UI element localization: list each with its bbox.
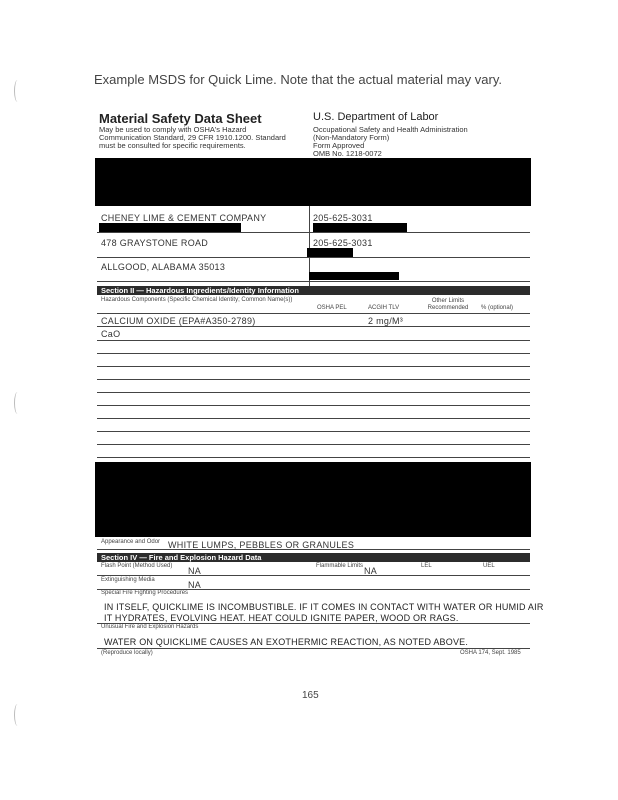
header-note-line: must be consulted for specific requirements. <box>99 141 246 150</box>
form-line <box>97 457 530 458</box>
special-procedures-label: Special Fire Fighting Procedures <box>101 590 189 596</box>
lel-label: LEL <box>421 563 432 569</box>
form-line <box>97 379 530 380</box>
component-limit: 2 mg/M³ <box>368 316 404 326</box>
form-line <box>97 575 530 576</box>
manufacturer-address: 478 GRAYSTONE ROAD <box>101 238 209 248</box>
unusual-hazards-text: WATER ON QUICKLIME CAUSES AN EXOTHERMIC REACTION, AS NOTED ABOVE. <box>104 637 469 647</box>
section-4-heading: Section IV — Fire and Explosion Hazard Data <box>97 553 530 562</box>
footer-form-number: OSHA 174, Sept. 1985 <box>460 650 521 656</box>
form-line <box>97 313 530 314</box>
col-component-label: Hazardous Components (Specific Chemical Identity; Common Name(s)) <box>101 297 293 303</box>
redaction-block <box>95 158 531 206</box>
page-number: 165 <box>302 690 319 701</box>
form-line <box>97 340 530 341</box>
page-caption: Example MSDS for Quick Lime. Note that the actual material may vary. <box>94 72 502 87</box>
redaction-block <box>95 462 531 537</box>
redaction-bar <box>309 272 399 280</box>
component-name: CALCIUM OXIDE (EPA#A350-2789) <box>101 316 256 326</box>
agency-name: U.S. Department of Labor <box>313 111 439 123</box>
header-right-notes <box>313 126 468 158</box>
form-line <box>97 431 530 432</box>
manufacturer-phone-1: 205-625-3031 <box>313 213 373 223</box>
header-note-line: (Non-Mandatory Form) <box>313 133 390 142</box>
col-osha-label: OSHA PEL <box>317 305 347 311</box>
binder-hole-mark <box>14 392 21 414</box>
form-line <box>97 366 530 367</box>
component-formula: CaO <box>101 329 121 339</box>
form-line <box>97 549 530 550</box>
binder-hole-mark <box>14 80 21 102</box>
manufacturer-city: ALLGOOD, ALABAMA 35013 <box>101 262 226 272</box>
redaction-bar <box>99 223 241 232</box>
footer-reproduce: (Reproduce locally) <box>101 650 153 656</box>
manufacturer-name: CHENEY LIME & CEMENT COMPANY <box>101 213 267 223</box>
col-acgih-label: ACGIH TLV <box>368 305 400 311</box>
binder-hole-mark <box>14 704 21 726</box>
form-line <box>97 418 530 419</box>
header-left-notes <box>99 126 286 150</box>
form-line <box>97 232 530 233</box>
document-title: Material Safety Data Sheet <box>99 111 262 126</box>
special-procedures-line-2: IT HYDRATES, EVOLVING HEAT. HEAT COULD IGNITE PAPER, WOOD OR RAGS. <box>104 613 459 623</box>
uel-label: UEL <box>483 563 495 569</box>
manufacturer-phone-2: 205-625-3031 <box>313 238 373 248</box>
form-line <box>97 326 530 327</box>
section-2-heading: Section II — Hazardous Ingredients/Identity Information <box>97 286 530 295</box>
header-note-line: May be used to comply with OSHA's Hazard <box>99 125 247 134</box>
appearance-value: WHITE LUMPS, PEBBLES OR GRANULES <box>168 540 355 550</box>
special-procedures-line-1: IN ITSELF, QUICKLIME IS INCOMBUSTIBLE. IF IT COMES IN CONTACT WITH WATER OR HUMID AIR <box>104 602 544 612</box>
form-line <box>97 392 530 393</box>
form-line <box>97 648 530 649</box>
flammable-limits-label: Flammable Limits <box>316 563 364 569</box>
col-pct-label: % (optional) <box>481 305 514 311</box>
redaction-bar <box>313 223 407 232</box>
header-note-line: Communication Standard, 29 CFR 1910.1200. Standard <box>99 133 286 142</box>
header-note-line: OMB No. 1218-0072 <box>313 149 382 158</box>
extinguishing-media-label: Extinguishing Media <box>101 577 155 583</box>
form-line <box>97 353 530 354</box>
redaction-bar <box>307 248 353 257</box>
unusual-hazards-label: Unusual Fire and Explosion Hazards <box>101 624 199 630</box>
flammable-limits-value: NA <box>364 566 378 576</box>
form-line <box>97 405 530 406</box>
flash-point-label: Flash Point (Method Used) <box>101 563 173 569</box>
form-line <box>97 281 530 282</box>
extinguishing-media-value: NA <box>188 580 202 590</box>
header-note-line: Occupational Safety and Health Administration <box>313 125 468 134</box>
header-note-line: Form Approved <box>313 141 365 150</box>
appearance-label: Appearance and Odor <box>101 539 161 545</box>
form-line <box>97 257 530 258</box>
col-other-label: Other Limits Recommended <box>427 298 469 311</box>
form-line <box>97 444 530 445</box>
flash-point-value: NA <box>188 566 202 576</box>
